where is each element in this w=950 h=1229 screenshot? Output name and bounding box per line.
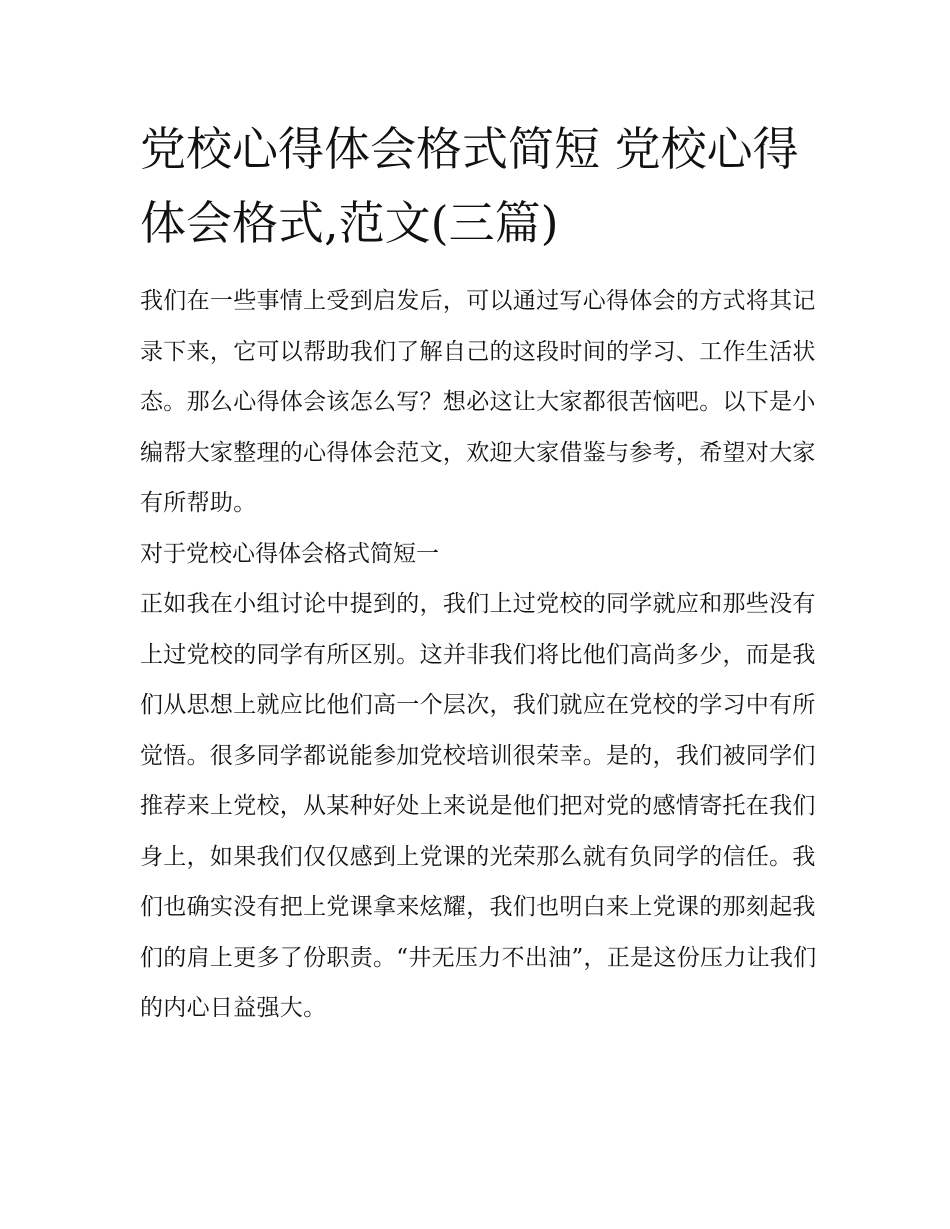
body-paragraph: 正如我在小组讨论中提到的，我们上过党校的同学就应和那些没有上过党校的同学有所区别。这并非我们将比他们高尚多少，而是我们从思想上就应比他们高一个层次，我们就应在党校的学习中有所觉悟。很多同学都说能参加党校培训很荣幸。是的，我们被同学们推荐来上党校，从某种好处上来说是他们把对党的感情寄托在我们身上，如果我们仅仅感到上党课的光荣那么就有负同学的信任。我们也确实没有把上党课拿来炫耀，我们也明白来上党课的那刻起我们的肩上更多了份职责。“井无压力不出油”，正是这份压力让我们的内心日益强大。 bbox=[140, 591, 817, 1021]
document-title: 党校心得体会格式简短 党校心得体会格式,范文(三篇) bbox=[140, 122, 799, 250]
document-page bbox=[140, 112, 820, 1034]
intro-paragraph: 我们在一些事情上受到启发后，可以通过写心得体会的方式将其记录下来，它可以帮助我们了解自己的这段时间的学习、工作生活状态。那么心得体会该怎么写？想必这让大家都很苦恼吧。以下是小编帮大家整理的心得体会范文，欢迎大家借鉴与参考，希望对大家有所帮助。 bbox=[140, 288, 816, 516]
section-heading: 对于党校心得体会格式简短一 bbox=[140, 540, 439, 567]
